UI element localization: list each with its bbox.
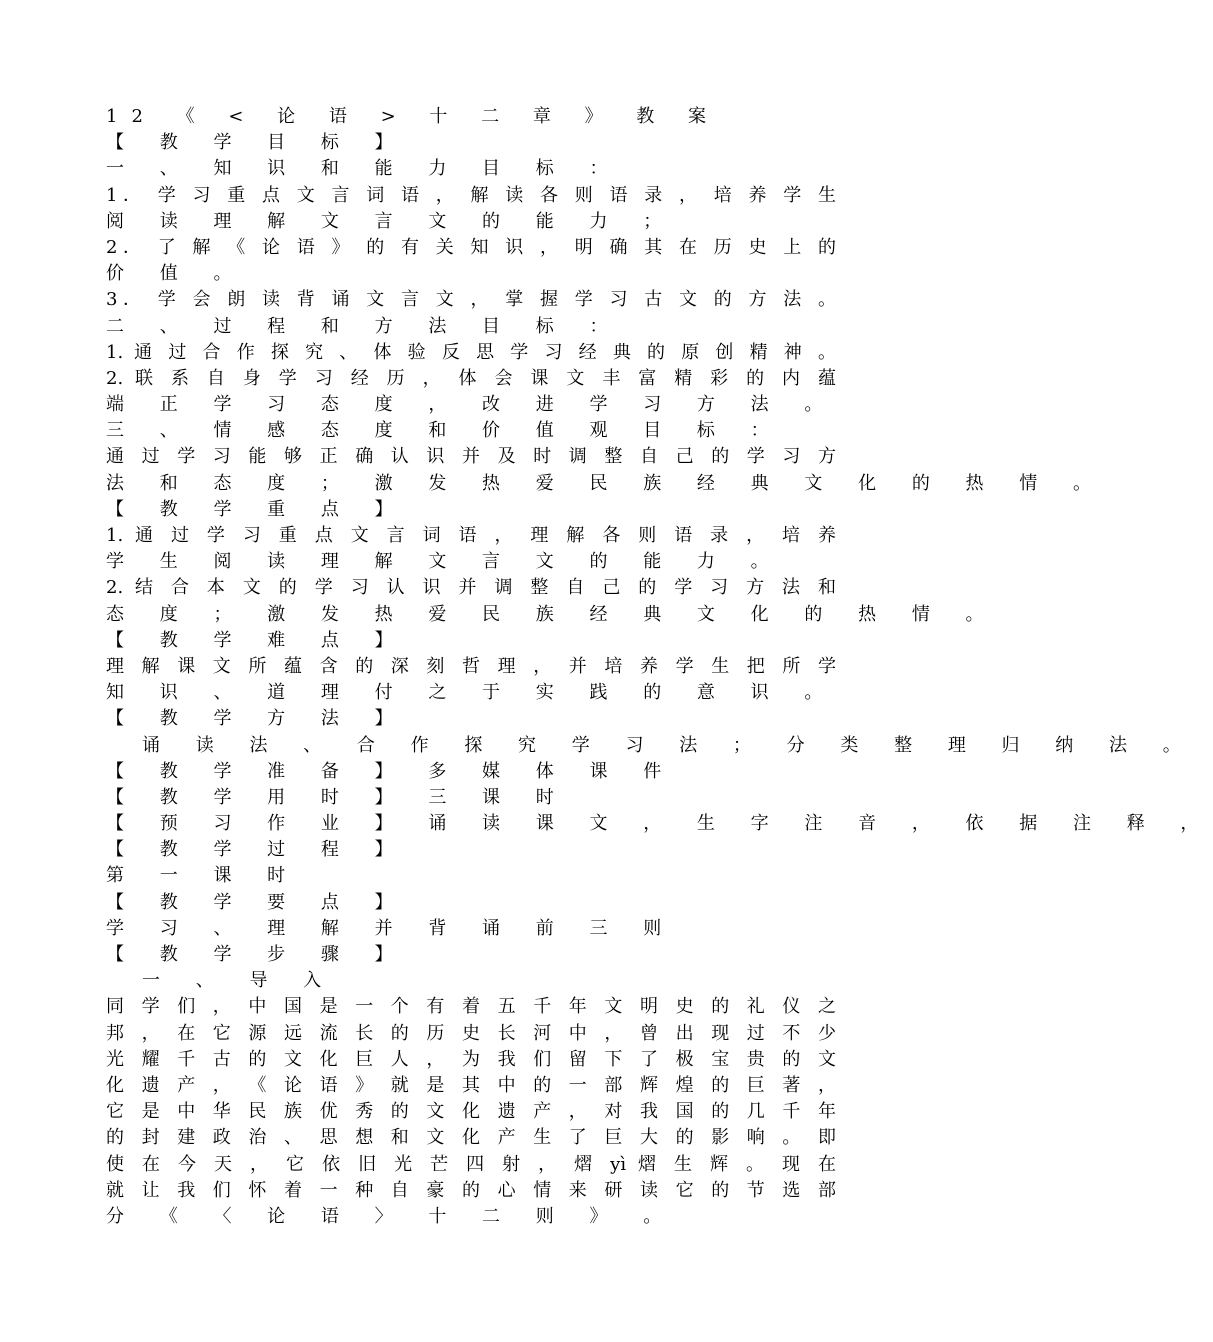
text-line: 1. 通 过 学 习 重 点 文 言 词 语 ， 理 解 各 则 语 录 ， 培 养 <box>106 525 836 546</box>
subheading-emotion-values: 三 、 情 感 态 度 和 价 值 观 目 标 ： <box>106 420 784 442</box>
section-heading-duration: 【 教 学 用 时 】 三 课 时 <box>106 786 569 808</box>
section-heading-homework: 【 预 习 作 业 】 诵 读 课 文 ， 生 字 注 音 ， 依 据 注 释 ， <box>106 813 1213 835</box>
text-line: 1． 学 习 重 点 文 言 词 语 ， 解 读 各 则 语 录 ， 培 养 学 生 <box>106 184 836 206</box>
text-line: 它 是 中 华 民 族 优 秀 的 文 化 遗 产 ， 对 我 国 的 几 千 年 <box>106 1101 836 1123</box>
text-line: 分 《 〈 论 语 〉 十 二 则 》 。 <box>106 1205 677 1227</box>
section-heading-preparation: 【 教 学 准 备 】 多 媒 体 课 件 <box>106 760 677 782</box>
subheading-process-method: 二 、 过 程 和 方 法 目 标 ： <box>106 315 623 337</box>
subheading-knowledge-ability: 一 、 知 识 和 能 力 目 标 ： <box>106 158 623 180</box>
section-heading-process: 【 教 学 过 程 】 <box>106 839 408 861</box>
text-line: 邦 ， 在 它 源 远 流 长 的 历 史 长 河 中 ， 曾 出 现 过 不 少 <box>106 1022 836 1044</box>
document-page <box>106 104 1213 1230</box>
section-heading-difficulties: 【 教 学 难 点 】 <box>106 629 408 651</box>
text-line: 学 习 、 理 解 并 背 诵 前 三 则 <box>106 917 677 939</box>
text-line: 光 耀 千 古 的 文 化 巨 人 ， 为 我 们 留 下 了 极 宝 贵 的 文 <box>106 1048 836 1070</box>
section-heading-teaching-goals: 【 教 学 目 标 】 <box>106 132 408 154</box>
lesson-heading-first: 第 一 课 时 <box>106 865 301 887</box>
text-line: 2． 了 解 《 论 语 》 的 有 关 知 识 ， 明 确 其 在 历 史 上 的 <box>106 236 836 258</box>
text-line: 2. 结 合 本 文 的 学 习 认 识 并 调 整 自 己 的 学 习 方 法 和 <box>106 577 836 599</box>
text-line: 阅 读 理 解 文 言 文 的 能 力 ； <box>106 210 677 232</box>
text-line: 同 学 们 ， 中 国 是 一 个 有 着 五 千 年 文 明 史 的 礼 仪 之 <box>106 996 836 1018</box>
text-line: 的 封 建 政 治 、 思 想 和 文 化 产 生 了 巨 大 的 影 响 。 即 <box>106 1127 836 1149</box>
section-heading-key-points: 【 教 学 重 点 】 <box>106 498 408 520</box>
subheading-introduction: 一 、 导 入 <box>142 970 337 992</box>
text-line: 法 和 态 度 ； 激 发 热 爱 民 族 经 典 文 化 的 热 情 。 <box>106 472 1106 494</box>
text-line: 1. 通 过 合 作 探 究 、 体 验 反 思 学 习 经 典 的 原 创 精 神 。 <box>106 341 836 363</box>
text-line: 学 生 阅 读 理 解 文 言 文 的 能 力 。 <box>106 551 784 573</box>
text-line: 诵 读 法 、 合 作 探 究 学 习 法 ； 分 类 整 理 归 纳 法 。 <box>142 734 1196 756</box>
text-line: 端 正 学 习 态 度 ， 改 进 学 习 方 法 。 <box>106 394 838 416</box>
text-line: 价 值 。 <box>106 263 247 285</box>
section-heading-essentials: 【 教 学 要 点 】 <box>106 891 408 913</box>
text-line: 就 让 我 们 怀 着 一 种 自 豪 的 心 情 来 研 读 它 的 节 选 部 <box>106 1179 836 1201</box>
section-heading-steps: 【 教 学 步 骤 】 <box>106 944 408 965</box>
text-line: 化 遗 产 ， 《 论 语 》 就 是 其 中 的 一 部 辉 煌 的 巨 著 ， <box>106 1074 836 1096</box>
text-line: 3． 学 会 朗 读 背 诵 文 言 文 ， 掌 握 学 习 古 文 的 方 法 。 <box>106 289 836 311</box>
section-heading-methods: 【 教 学 方 法 】 <box>106 708 408 730</box>
text-line: 2. 联 系 自 身 学 习 经 历 ， 体 会 课 文 丰 富 精 彩 的 内 蕴 <box>106 367 836 389</box>
text-line: 知 识 、 道 理 付 之 于 实 践 的 意 识 。 <box>106 682 838 704</box>
document-title: 12 《 < 论 语 > 十 二 章 》 教 案 <box>106 106 721 127</box>
text-line: 使 在 今 天 ， 它 依 旧 光 芒 四 射 ， 熠 yì 熠 生 辉 。 现 在 <box>106 1153 836 1175</box>
text-line: 通 过 学 习 能 够 正 确 认 识 并 及 时 调 整 自 己 的 学 习 方 <box>106 446 836 468</box>
text-line: 态 度 ； 激 发 热 爱 民 族 经 典 文 化 的 热 情 。 <box>106 603 999 625</box>
text-line: 理 解 课 文 所 蕴 含 的 深 刻 哲 理 ， 并 培 养 学 生 把 所 学 <box>106 655 836 677</box>
